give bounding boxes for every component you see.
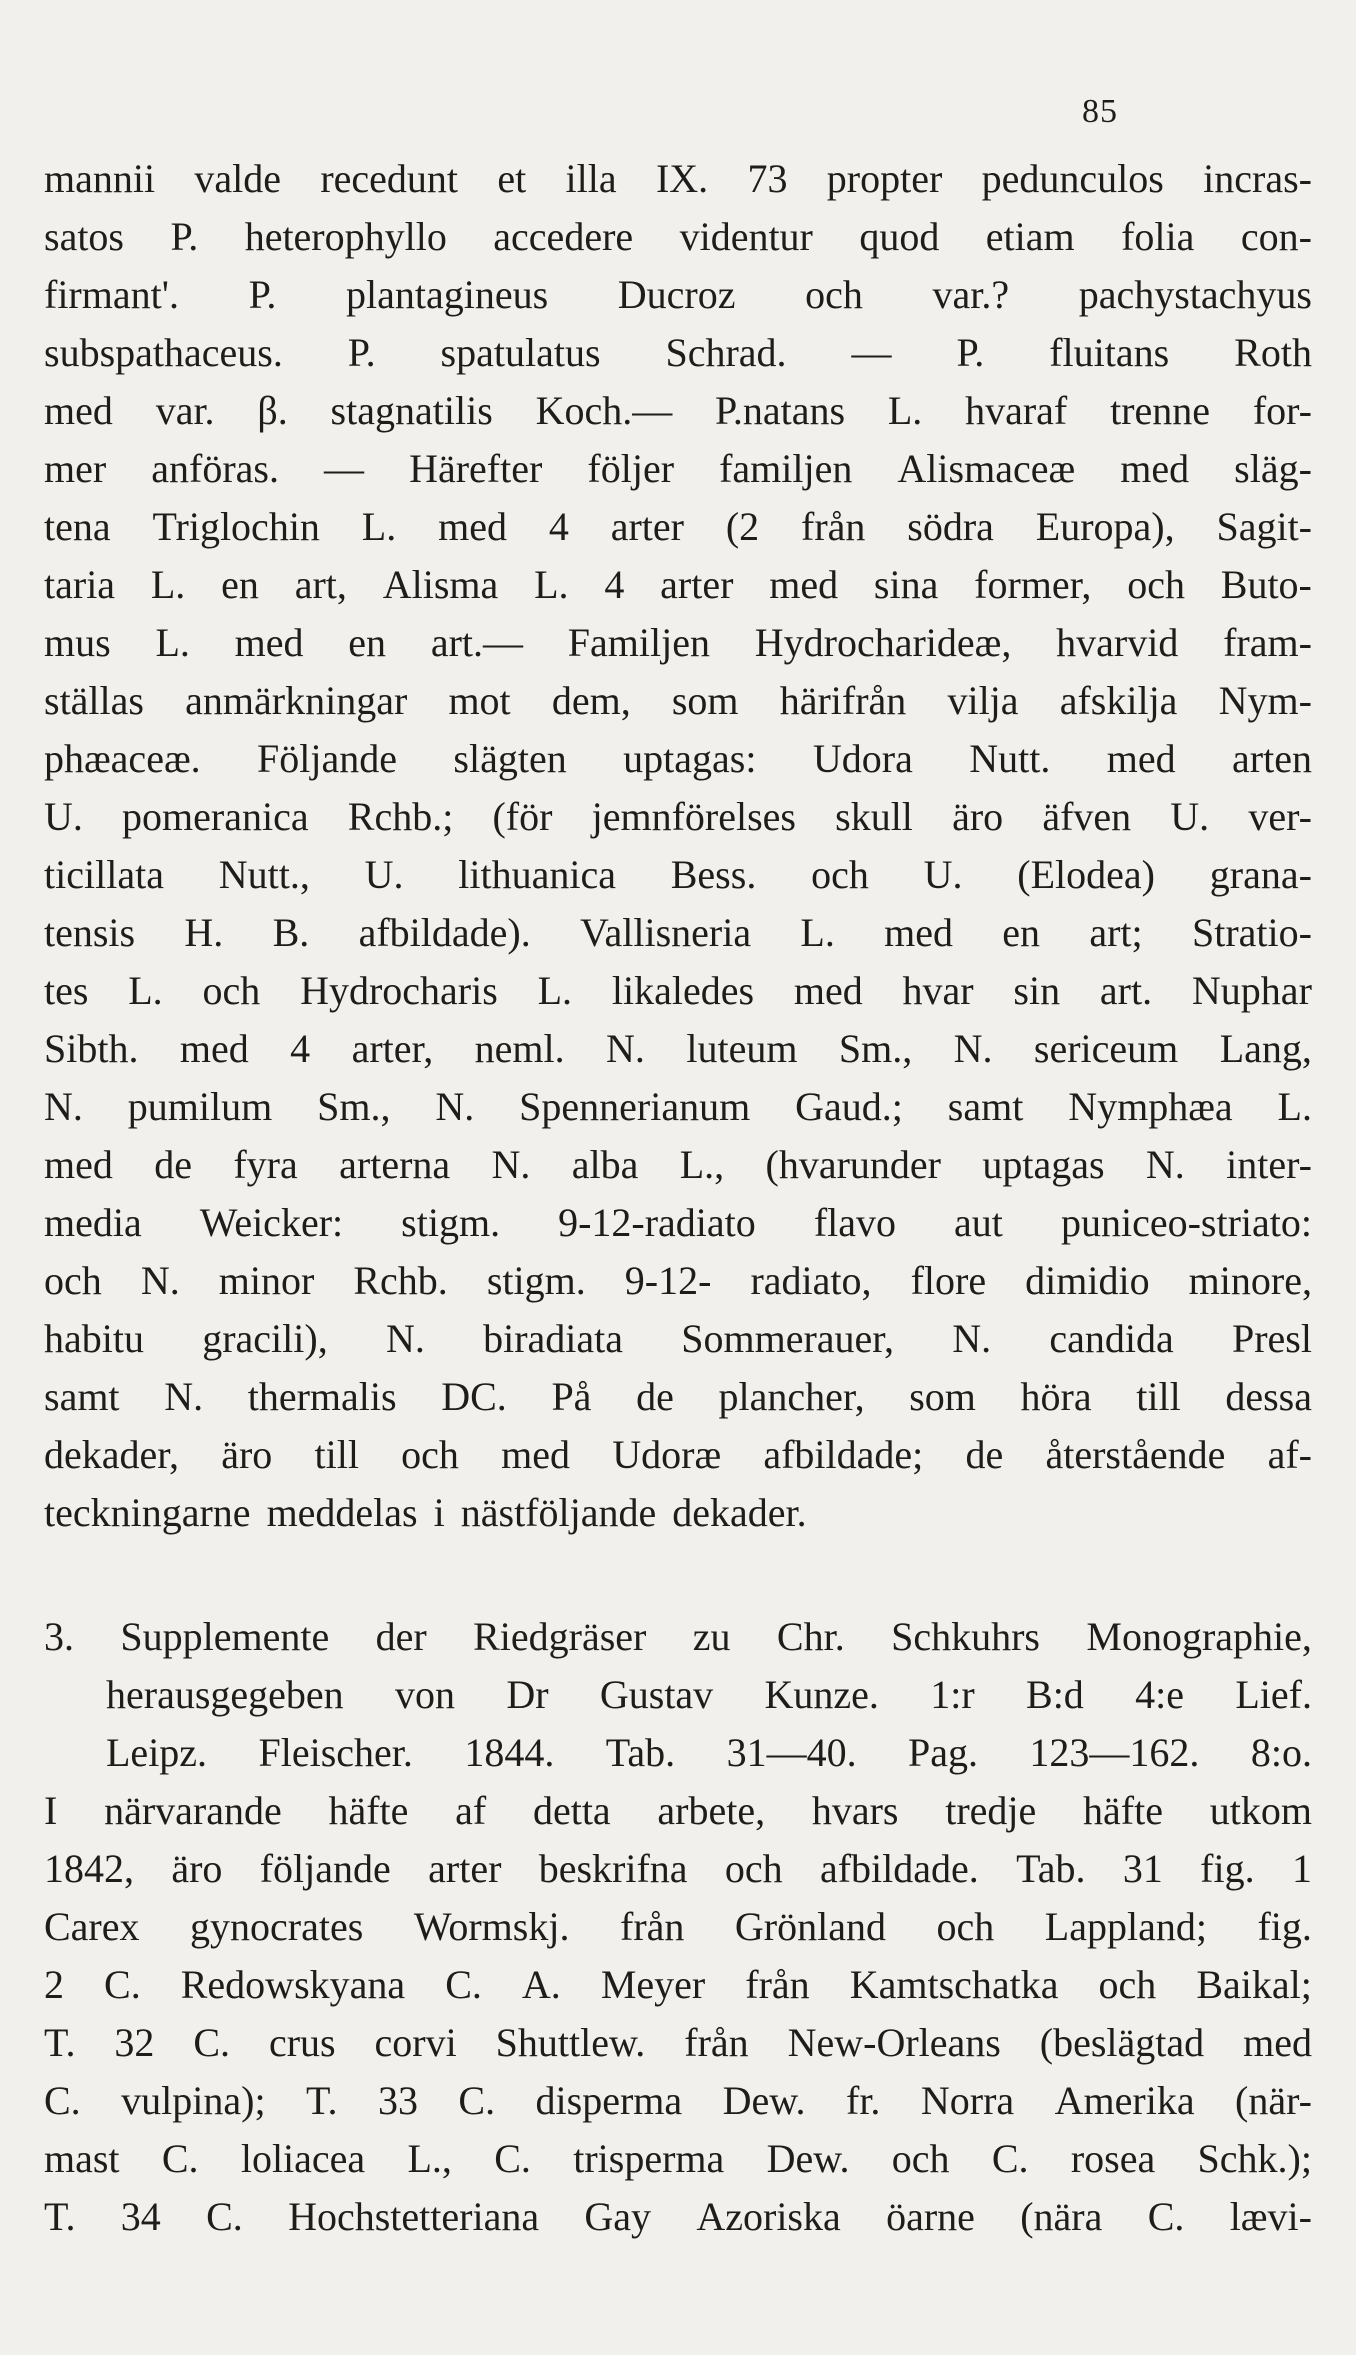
text-line: T. 32 C. crus corvi Shuttlew. från New-Orleans (beslägtad med: [44, 2020, 1312, 2065]
text-line: Carex gynocrates Wormskj. från Grönland och Lappland; fig.: [44, 1904, 1312, 1949]
text-line: samt N. thermalis DC. På de plancher, som höra till dessa: [44, 1374, 1312, 1419]
text-line: firmant'. P. plantagineus Ducroz och var.? pachystachyus: [44, 272, 1312, 317]
text-line: ställas anmärkningar mot dem, som härifrån vilja afskilja Nym-: [44, 678, 1312, 723]
text-line: Sibth. med 4 arter, neml. N. luteum Sm., N. sericeum Lang,: [44, 1026, 1312, 1071]
text-line: I närvarande häfte af detta arbete, hvars tredje häfte utkom: [44, 1788, 1312, 1833]
text-line: 2 C. Redowskyana C. A. Meyer från Kamtschatka och Baikal;: [44, 1962, 1312, 2007]
text-line: tensis H. B. afbildade). Vallisneria L. med en art; Stratio-: [44, 910, 1312, 955]
text-line: Leipz. Fleischer. 1844. Tab. 31—40. Pag. 123—162. 8:o.: [106, 1730, 1312, 1775]
text-line: T. 34 C. Hochstetteriana Gay Azoriska öarne (nära C. lævi-: [44, 2194, 1312, 2239]
text-line: med de fyra arterna N. alba L., (hvarunder uptagas N. inter-: [44, 1142, 1312, 1187]
text-line: mast C. loliacea L., C. trisperma Dew. och C. rosea Schk.);: [44, 2136, 1312, 2181]
text-line: taria L. en art, Alisma L. 4 arter med sina former, och Buto-: [44, 562, 1312, 607]
text-line: dekader, äro till och med Udoræ afbildade; de återstående af-: [44, 1432, 1312, 1477]
text-line: med var. β. stagnatilis Koch.— P.natans L. hvaraf trenne for-: [44, 388, 1312, 433]
text-line: U. pomeranica Rchb.; (för jemnförelses skull äro äfven U. ver-: [44, 794, 1312, 839]
text-line: media Weicker: stigm. 9-12-radiato flavo aut puniceo-striato:: [44, 1200, 1312, 1245]
text-line: satos P. heterophyllo accedere videntur quod etiam folia con-: [44, 214, 1312, 259]
text-line: 3. Supplemente der Riedgräser zu Chr. Schkuhrs Monographie,: [44, 1614, 1312, 1659]
text-line: subspathaceus. P. spatulatus Schrad. — P. fluitans Roth: [44, 330, 1312, 375]
paragraph-supplemente-riedgraser: [44, 1608, 1312, 2246]
text-line: mer anföras. — Härefter följer familjen Alismaceæ med släg-: [44, 446, 1312, 491]
text-line: herausgegeben von Dr Gustav Kunze. 1:r B:d 4:e Lief.: [106, 1672, 1312, 1717]
text-line: mannii valde recedunt et illa IX. 73 propter pedunculos incras-: [44, 156, 1312, 201]
paragraph-gap: [44, 1542, 1312, 1608]
text-line: mus L. med en art.— Familjen Hydrocharideæ, hvarvid fram-: [44, 620, 1312, 665]
text-line: phæaceæ. Följande slägten uptagas: Udora Nutt. med arten: [44, 736, 1312, 781]
page-number: 85: [1082, 93, 1118, 130]
body-text: [44, 150, 1312, 2246]
text-line: tes L. och Hydrocharis L. likaledes med hvar sin art. Nuphar: [44, 968, 1312, 1013]
text-line: 1842, äro följande arter beskrifna och afbildade. Tab. 31 fig. 1: [44, 1846, 1312, 1891]
text-line: N. pumilum Sm., N. Spennerianum Gaud.; samt Nymphæa L.: [44, 1084, 1312, 1129]
text-line: C. vulpina); T. 33 C. disperma Dew. fr. Norra Amerika (när-: [44, 2078, 1312, 2123]
text-line: och N. minor Rchb. stigm. 9-12- radiato, flore dimidio minore,: [44, 1258, 1312, 1303]
text-line: teckningarne meddelas i nästföljande dekader.: [44, 1490, 807, 1535]
paragraph-potamogeton-alismaceae: [44, 150, 1312, 1542]
text-line: tena Triglochin L. med 4 arter (2 från södra Europa), Sagit-: [44, 504, 1312, 549]
text-line: ticillata Nutt., U. lithuanica Bess. och U. (Elodea) grana-: [44, 852, 1312, 897]
text-line: habitu gracili), N. biradiata Sommerauer, N. candida Presl: [44, 1316, 1312, 1361]
